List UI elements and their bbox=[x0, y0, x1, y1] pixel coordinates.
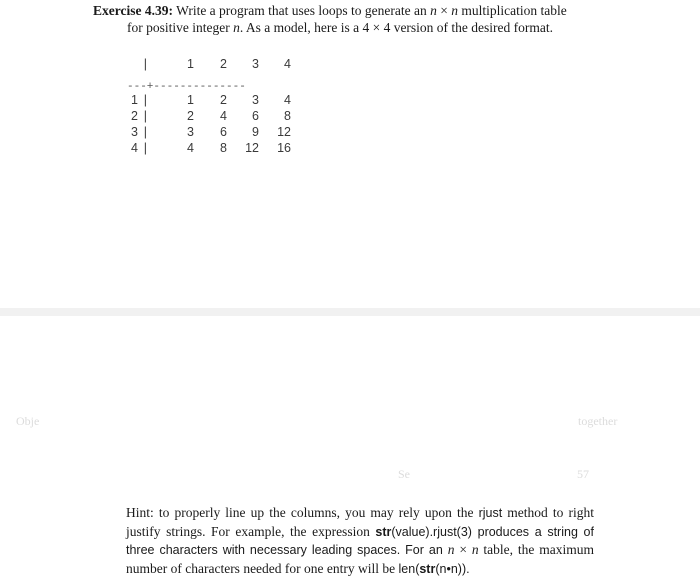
table-cell: 12 bbox=[245, 141, 259, 155]
row-label: 1 bbox=[131, 93, 138, 107]
table-row bbox=[118, 141, 298, 157]
code-rjust: rjust bbox=[478, 506, 503, 520]
hint-text-2: method to right justify strings. For example, the expression bbox=[126, 505, 594, 539]
var-n: n bbox=[451, 3, 458, 18]
hint-text-4: table, the maximum number of characters needed for one entry will be bbox=[126, 542, 594, 576]
column-header: 4 bbox=[284, 57, 291, 71]
table-cell: 6 bbox=[252, 109, 259, 123]
exercise-line2-a: for positive integer bbox=[127, 20, 234, 35]
table-cell: 16 bbox=[277, 141, 291, 155]
table-cell: 2 bbox=[220, 93, 227, 107]
table-cell: 6 bbox=[220, 125, 227, 139]
exercise-line-2 bbox=[93, 19, 613, 36]
faded-text-mid: Se bbox=[398, 467, 410, 481]
table-cell: 3 bbox=[252, 93, 259, 107]
row-bar: | bbox=[143, 141, 147, 155]
row-bar: | bbox=[143, 109, 147, 123]
table-row bbox=[118, 125, 298, 141]
faded-text-mid2: 57 bbox=[577, 467, 589, 481]
row-label: 3 bbox=[131, 125, 138, 139]
exercise-text-a: Write a program that uses loops to generate an bbox=[172, 3, 431, 18]
exercise-line2-b: . As a model, here is a 4 × 4 version of the desired format. bbox=[239, 20, 554, 35]
header-bar: | bbox=[143, 57, 147, 71]
var-n: n bbox=[430, 3, 437, 18]
var-n: n bbox=[471, 542, 479, 557]
row-bar: | bbox=[143, 93, 147, 107]
table-separator: ---+-------------- bbox=[127, 81, 246, 93]
table-cell: 2 bbox=[187, 109, 194, 123]
exercise-text bbox=[93, 2, 613, 36]
times-sign: × bbox=[454, 542, 472, 557]
hint-paragraph bbox=[126, 504, 594, 578]
table-row bbox=[118, 93, 298, 109]
code-str: str bbox=[375, 524, 392, 539]
table-cell: 4 bbox=[284, 93, 291, 107]
table-row bbox=[118, 109, 298, 125]
exercise-text-b: multiplication table bbox=[458, 3, 567, 18]
faded-text-right: together bbox=[578, 414, 618, 428]
table-cell: 8 bbox=[284, 109, 291, 123]
table-cell: 9 bbox=[252, 125, 259, 139]
faded-text-left: Obje bbox=[16, 414, 40, 428]
hint-text-5: (n•n)). bbox=[435, 561, 470, 576]
exercise-label: Exercise 4.39: bbox=[93, 3, 173, 18]
row-bar: | bbox=[143, 125, 147, 139]
table-cell: 12 bbox=[277, 125, 291, 139]
page-divider bbox=[0, 308, 700, 316]
var-n: n bbox=[233, 20, 240, 35]
var-n: n bbox=[447, 542, 455, 557]
table-header-row bbox=[118, 57, 298, 73]
row-label: 4 bbox=[131, 141, 138, 155]
column-header: 2 bbox=[220, 57, 227, 71]
code-str: str bbox=[419, 561, 436, 576]
hint-text-3: (value).rjust(3) produces a string of three characters with necessary leading spaces. For an bbox=[126, 524, 594, 557]
hint-text-1: Hint: to properly line up the columns, you may rely upon the bbox=[126, 505, 479, 520]
column-header: 3 bbox=[252, 57, 259, 71]
table-cell: 1 bbox=[187, 93, 194, 107]
table-cell: 8 bbox=[220, 141, 227, 155]
table-cell: 4 bbox=[187, 141, 194, 155]
multiplication-table bbox=[118, 57, 298, 157]
times-sign: × bbox=[436, 3, 452, 18]
column-header: 1 bbox=[187, 57, 194, 71]
table-cell: 3 bbox=[187, 125, 194, 139]
code-len: len( bbox=[398, 561, 420, 576]
row-label: 2 bbox=[131, 109, 138, 123]
table-cell: 4 bbox=[220, 109, 227, 123]
